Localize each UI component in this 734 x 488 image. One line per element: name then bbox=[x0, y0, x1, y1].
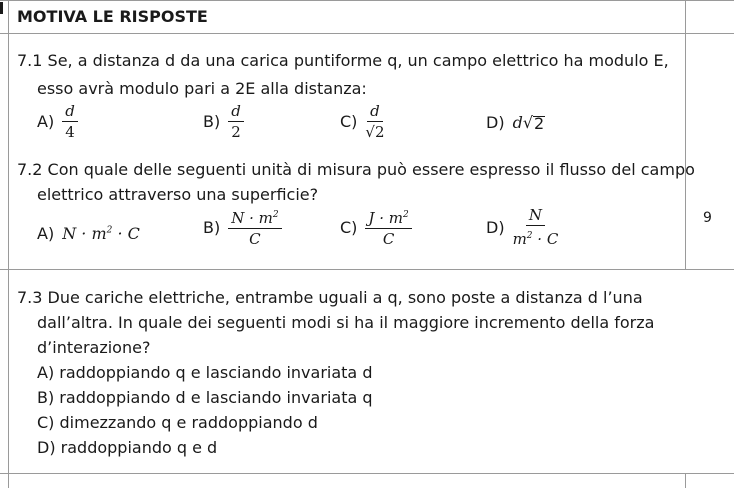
fraction bbox=[513, 207, 559, 247]
fraction bbox=[365, 207, 411, 247]
option-7-1-d bbox=[486, 113, 545, 132]
option-label: A) bbox=[37, 112, 55, 131]
expression: $N \cdot m^2 \cdot C$ bbox=[62, 224, 140, 243]
radicand: 2 bbox=[534, 113, 545, 133]
option-label: B) bbox=[203, 217, 221, 237]
option-label: C) bbox=[340, 217, 358, 237]
numerator: $N \cdot m^2$ bbox=[228, 207, 281, 229]
row-divider bbox=[0, 269, 734, 270]
numerator: d bbox=[62, 103, 78, 122]
option-7-2-a bbox=[37, 224, 140, 243]
column-divider-right bbox=[685, 0, 686, 269]
option-7-1-b bbox=[203, 103, 244, 140]
bottom-divider bbox=[0, 473, 734, 474]
option-label: A) bbox=[37, 224, 55, 243]
numerator: d bbox=[367, 103, 383, 122]
column-divider-left bbox=[8, 0, 9, 488]
fraction bbox=[365, 103, 384, 140]
square-root: √ 2 bbox=[522, 112, 545, 133]
denominator: 4 bbox=[65, 123, 75, 141]
expression: d bbox=[512, 113, 523, 132]
question-7-1-line-2: esso avrà modulo pari a 2E alla distanza: bbox=[37, 79, 367, 98]
option-label: D) bbox=[486, 217, 505, 237]
denominator: C bbox=[382, 230, 395, 248]
option-label: B) bbox=[203, 112, 221, 131]
denominator: √2 bbox=[365, 123, 385, 141]
fraction bbox=[228, 207, 281, 247]
option-7-2-d bbox=[486, 207, 558, 247]
option-label: C) bbox=[340, 112, 358, 131]
option-7-2-b bbox=[203, 207, 282, 247]
option-7-3-b: B) raddoppiando d e lasciando invariata q bbox=[37, 388, 373, 407]
cell-corner-mark bbox=[0, 2, 3, 14]
question-7-3-line-3: d’interazione? bbox=[37, 338, 151, 357]
section-title: MOTIVA LE RISPOSTE bbox=[17, 7, 208, 26]
denominator: 2 bbox=[231, 123, 241, 141]
fraction bbox=[62, 103, 78, 140]
option-7-1-c bbox=[340, 103, 385, 140]
numerator: $J \cdot m^2$ bbox=[365, 207, 411, 229]
question-7-3-line-2: dall’altra. In quale dei seguenti modi si ha il maggiore incremento della forza bbox=[37, 313, 655, 332]
numerator: N bbox=[526, 207, 545, 226]
question-7-3-line-1: 7.3 Due cariche elettriche, entrambe uguali a q, sono poste a distanza d l’una bbox=[17, 288, 643, 307]
table-top-border bbox=[0, 0, 734, 1]
score-value: 9 bbox=[703, 210, 712, 226]
header-divider bbox=[0, 33, 734, 34]
fraction bbox=[228, 103, 244, 140]
column-divider-right-lower bbox=[685, 473, 686, 488]
option-7-1-a bbox=[37, 103, 78, 140]
question-7-1-line-1: 7.1 Se, a distanza d da una carica puntiforme q, un campo elettrico ha modulo E, bbox=[17, 51, 669, 70]
option-7-3-c: C) dimezzando q e raddoppiando d bbox=[37, 413, 318, 432]
question-7-2-line-1: 7.2 Con quale delle seguenti unità di misura può essere espresso il flusso del campo bbox=[17, 160, 695, 179]
option-7-2-c bbox=[340, 207, 412, 247]
denominator: C bbox=[249, 230, 261, 248]
question-7-2-line-2: elettrico attraverso una superficie? bbox=[37, 185, 319, 204]
option-7-3-d: D) raddoppiando q e d bbox=[37, 438, 218, 457]
denominator: $m^2 \cdot C$ bbox=[512, 230, 559, 248]
option-7-3-a: A) raddoppiando q e lasciando invariata d bbox=[37, 363, 373, 382]
numerator: d bbox=[228, 103, 244, 122]
option-label: D) bbox=[486, 113, 505, 132]
